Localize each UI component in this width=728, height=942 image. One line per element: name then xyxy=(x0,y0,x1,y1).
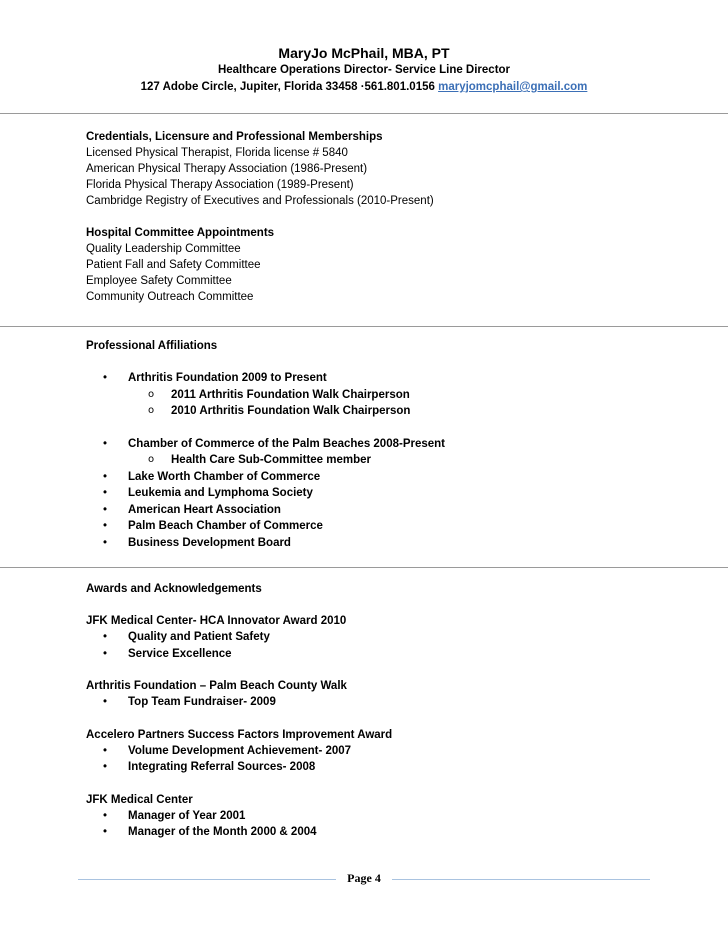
bullet-icon: • xyxy=(103,487,108,499)
award-title: Accelero Partners Success Factors Improvement Award xyxy=(86,728,393,741)
award-item: • Integrating Referral Sources- 2008 xyxy=(86,759,686,776)
page-number: Page 4 xyxy=(347,871,381,885)
awards-section xyxy=(86,581,686,841)
bullet-icon: • xyxy=(103,372,108,384)
section-divider xyxy=(0,567,728,568)
credentials-section xyxy=(86,129,686,305)
affiliation-subitem: o Health Care Sub-Committee member xyxy=(86,452,686,469)
bullet-icon: • xyxy=(103,826,108,838)
email-link[interactable]: maryjomcphail@gmail.com xyxy=(438,81,588,93)
resume-header xyxy=(0,44,728,96)
bullet-icon: • xyxy=(103,761,108,773)
bullet-icon: • xyxy=(103,437,108,450)
sub-bullet-icon: o xyxy=(148,405,155,416)
section-divider xyxy=(0,113,728,114)
award-item: • Manager of Year 2001 xyxy=(86,808,686,825)
candidate-name: MaryJo McPhail, MBA, PT xyxy=(278,45,450,61)
contact-line xyxy=(0,79,728,96)
affiliation-item: • Palm Beach Chamber of Commerce xyxy=(86,518,686,535)
affiliations-heading: Professional Affiliations xyxy=(86,340,218,352)
award-title: JFK Medical Center- HCA Innovator Award 2010 xyxy=(86,615,347,627)
affiliation-item: • Business Development Board xyxy=(86,535,686,552)
committee-item: Quality Leadership Committee xyxy=(86,243,241,255)
credential-item: American Physical Therapy Association (1986-Present) xyxy=(86,163,368,175)
credential-item: Cambridge Registry of Executives and Professionals (2010-Present) xyxy=(86,195,434,207)
award-item: • Volume Development Achievement- 2007 xyxy=(86,743,686,760)
award-title: JFK Medical Center xyxy=(86,793,193,806)
affiliation-subitem: o 2010 Arthritis Foundation Walk Chairperson xyxy=(86,403,686,420)
credentials-heading: Credentials, Licensure and Professional Memberships xyxy=(86,131,383,143)
footer-rule-right xyxy=(392,879,650,880)
award-item: • Top Team Fundraiser- 2009 xyxy=(86,694,686,711)
bullet-icon: • xyxy=(103,647,108,660)
bullet-icon: • xyxy=(103,631,108,643)
award-title: Arthritis Foundation – Palm Beach County Walk xyxy=(86,680,347,692)
credential-item: Florida Physical Therapy Association (1989-Present) xyxy=(86,179,354,191)
bullet-icon: • xyxy=(103,696,108,708)
section-divider xyxy=(0,326,728,327)
award-item: • Quality and Patient Safety xyxy=(86,629,686,646)
committee-item: Patient Fall and Safety Committee xyxy=(86,259,261,271)
affiliation-subitem: o 2011 Arthritis Foundation Walk Chairperson xyxy=(86,387,686,404)
contact-address-phone: 127 Adobe Circle, Jupiter, Florida 33458 ·561.801.0156 xyxy=(140,81,435,93)
candidate-title: Healthcare Operations Director- Service Line Director xyxy=(217,64,511,76)
affiliation-item: • American Heart Association xyxy=(86,502,686,519)
affiliation-item: • Chamber of Commerce of the Palm Beaches 2008-Present xyxy=(86,436,686,453)
bullet-icon: • xyxy=(103,809,108,822)
bullet-icon: • xyxy=(103,520,108,532)
credential-item: Licensed Physical Therapist, Florida license # 5840 xyxy=(86,147,348,159)
awards-heading: Awards and Acknowledgements xyxy=(86,583,262,595)
affiliation-item: • Lake Worth Chamber of Commerce xyxy=(86,469,686,486)
bullet-icon: • xyxy=(103,744,108,757)
sub-bullet-icon: o xyxy=(148,454,155,465)
bullet-icon: • xyxy=(103,536,108,549)
bullet-icon: • xyxy=(103,470,108,483)
committees-heading: Hospital Committee Appointments xyxy=(86,227,275,239)
committee-item: Community Outreach Committee xyxy=(86,291,254,303)
affiliation-item: • Arthritis Foundation 2009 to Present xyxy=(86,370,686,387)
committee-item: Employee Safety Committee xyxy=(86,275,232,287)
affiliations-section xyxy=(86,338,686,551)
sub-bullet-icon: o xyxy=(148,388,155,400)
award-item: • Manager of the Month 2000 & 2004 xyxy=(86,824,686,841)
affiliation-item: • Leukemia and Lymphoma Society xyxy=(86,485,686,502)
award-item: • Service Excellence xyxy=(86,646,686,663)
bullet-icon: • xyxy=(103,503,108,516)
